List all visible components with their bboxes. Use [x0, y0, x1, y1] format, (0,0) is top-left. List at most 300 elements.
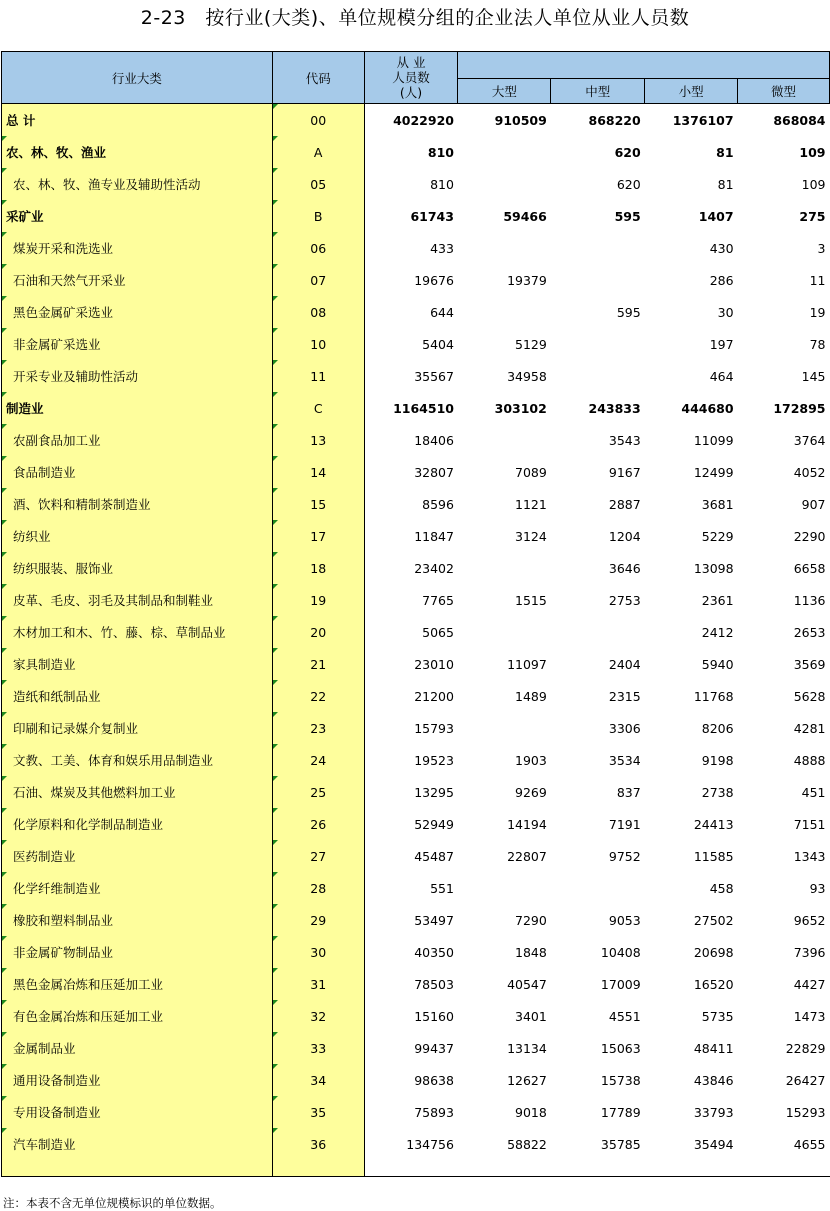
- industry-code-text: 17: [310, 528, 327, 544]
- table-row: [2, 1032, 830, 1064]
- comment-marker-icon: [273, 776, 278, 781]
- table-row: [2, 264, 830, 296]
- industry-code-text: 34: [310, 1072, 327, 1088]
- industry-code-text: 32: [310, 1008, 327, 1024]
- value-small: 11585: [693, 848, 734, 864]
- industry-code-text: 20: [310, 624, 327, 640]
- industry-name: [2, 392, 273, 424]
- industry-name-text: 橡胶和塑料制品业: [13, 913, 114, 928]
- table-row: [2, 104, 830, 137]
- value-small: 11768: [693, 688, 734, 704]
- table-row: [2, 1128, 830, 1160]
- industry-name: [2, 584, 273, 616]
- industry-name: [2, 424, 273, 456]
- value-micro: 1343: [793, 848, 826, 864]
- value-large: 1848: [515, 944, 547, 960]
- industry-code-text: A: [313, 144, 323, 160]
- industry-name: [2, 104, 273, 137]
- value-total: 810: [364, 136, 458, 168]
- industry-name: [2, 136, 273, 168]
- value-large: 13134: [507, 1040, 547, 1056]
- industry-name: [2, 264, 273, 296]
- header-small: 小型: [645, 79, 738, 104]
- industry-code: [272, 552, 364, 584]
- comment-marker-icon: [273, 840, 278, 845]
- industry-name-text: 农、林、牧、渔专业及辅助性活动: [13, 177, 201, 192]
- industry-name: [2, 456, 273, 488]
- value-micro: 4052: [793, 464, 826, 480]
- value-total: 551: [364, 872, 458, 904]
- value-total: 40350: [364, 936, 458, 968]
- filler-cell: [272, 1160, 364, 1177]
- industry-code: [272, 328, 364, 360]
- value-large: 22807: [507, 848, 547, 864]
- industry-name-text: 总 计: [6, 113, 36, 128]
- table-row: [2, 136, 830, 168]
- table-row: [2, 424, 830, 456]
- industry-code: [272, 168, 364, 200]
- industry-name-text: 采矿业: [6, 209, 44, 224]
- industry-name: [2, 328, 273, 360]
- comment-marker-icon: [2, 744, 7, 749]
- value-micro: 78: [809, 336, 826, 352]
- industry-code-text: 14: [310, 464, 327, 480]
- value-micro: 19: [809, 304, 826, 320]
- value-small: 43846: [693, 1072, 734, 1088]
- value-micro: 4655: [793, 1136, 826, 1152]
- value-large: [458, 424, 551, 456]
- comment-marker-icon: [2, 232, 7, 237]
- table-title: 2-23 按行业(大类)、单位规模分组的企业法人单位从业人员数: [140, 7, 690, 29]
- industry-name-text: 通用设备制造业: [13, 1073, 101, 1088]
- value-large: [458, 712, 551, 744]
- industry-code-text: 11: [310, 368, 327, 384]
- value-small: 24413: [693, 816, 734, 832]
- industry-code-text: 21: [310, 656, 327, 672]
- comment-marker-icon: [2, 1128, 7, 1133]
- industry-code-text: 36: [310, 1136, 327, 1152]
- value-medium: 9167: [608, 464, 641, 480]
- table-row: [2, 1064, 830, 1096]
- comment-marker-icon: [273, 488, 278, 493]
- industry-name: [2, 1096, 273, 1128]
- value-micro: 109: [801, 176, 826, 192]
- comment-marker-icon: [2, 168, 7, 173]
- industry-name: [2, 296, 273, 328]
- industry-code: [272, 616, 364, 648]
- value-small: 2361: [701, 592, 734, 608]
- data-table: [1, 51, 830, 1177]
- value-large: 9018: [515, 1104, 547, 1120]
- value-micro: 22829: [785, 1040, 826, 1056]
- comment-marker-icon: [273, 1128, 278, 1133]
- comment-marker-icon: [2, 872, 7, 877]
- table-row: [2, 648, 830, 680]
- industry-code: [272, 680, 364, 712]
- value-medium: 3646: [608, 560, 641, 576]
- industry-name-text: 木材加工和木、竹、藤、棕、草制品业: [13, 625, 226, 640]
- value-micro: 2290: [793, 528, 826, 544]
- header-medium: 中型: [551, 79, 645, 104]
- comment-marker-icon: [2, 1064, 7, 1069]
- value-total: 19523: [364, 744, 458, 776]
- industry-name: [2, 904, 273, 936]
- value-small: 2738: [701, 784, 734, 800]
- value-micro: 4888: [793, 752, 826, 768]
- value-medium: 9752: [608, 848, 641, 864]
- table-row: [2, 936, 830, 968]
- industry-code: [272, 200, 364, 232]
- industry-name: [2, 488, 273, 520]
- industry-code: [272, 1064, 364, 1096]
- industry-name-text: 煤炭开采和洗选业: [13, 241, 114, 256]
- industry-name-text: 文教、工美、体育和娱乐用品制造业: [13, 753, 214, 768]
- value-large: 58822: [507, 1136, 547, 1152]
- value-large: 1121: [515, 496, 547, 512]
- industry-code: [272, 808, 364, 840]
- comment-marker-icon: [273, 392, 278, 397]
- industry-code: [272, 1000, 364, 1032]
- comment-marker-icon: [273, 968, 278, 973]
- header-total-line2: 人员数: [392, 70, 430, 85]
- comment-marker-icon: [2, 1032, 7, 1037]
- value-total: 32807: [364, 456, 458, 488]
- industry-name: [2, 712, 273, 744]
- value-medium: [551, 264, 645, 296]
- value-large: 14194: [507, 816, 547, 832]
- value-micro: 868084: [773, 112, 826, 128]
- value-small: 5735: [701, 1008, 734, 1024]
- industry-code-text: C: [313, 400, 323, 416]
- industry-code-text: B: [313, 208, 323, 224]
- value-micro: 145: [801, 368, 826, 384]
- comment-marker-icon: [2, 968, 7, 973]
- table-row: [2, 392, 830, 424]
- comment-marker-icon: [273, 552, 278, 557]
- table-row: [2, 712, 830, 744]
- value-large: 910509: [494, 112, 547, 128]
- table-row: [2, 680, 830, 712]
- industry-code-text: 00: [310, 112, 327, 128]
- value-medium: 2404: [608, 656, 641, 672]
- industry-name-text: 石油和天然气开采业: [13, 273, 126, 288]
- comment-marker-icon: [273, 168, 278, 173]
- industry-code: [272, 872, 364, 904]
- value-medium: [551, 360, 645, 392]
- value-medium: 2315: [608, 688, 641, 704]
- value-small: 5940: [701, 656, 734, 672]
- value-small: 20698: [693, 944, 734, 960]
- value-medium: 1204: [608, 528, 641, 544]
- value-small: 81: [716, 144, 734, 160]
- value-total: 23402: [364, 552, 458, 584]
- comment-marker-icon: [273, 520, 278, 525]
- industry-name: [2, 200, 273, 232]
- comment-marker-icon: [2, 360, 7, 365]
- comment-marker-icon: [2, 776, 7, 781]
- industry-code-text: 28: [310, 880, 327, 896]
- value-large: [458, 552, 551, 584]
- table-row: [2, 808, 830, 840]
- industry-code: [272, 424, 364, 456]
- comment-marker-icon: [273, 936, 278, 941]
- comment-marker-icon: [2, 840, 7, 845]
- table-row: [2, 456, 830, 488]
- industry-name: [2, 648, 273, 680]
- value-large: 9269: [515, 784, 547, 800]
- comment-marker-icon: [2, 392, 7, 397]
- comment-marker-icon: [273, 648, 278, 653]
- value-total: 53497: [364, 904, 458, 936]
- comment-marker-icon: [2, 1000, 7, 1005]
- industry-name: [2, 840, 273, 872]
- industry-code-text: 18: [310, 560, 327, 576]
- industry-name-text: 印刷和记录媒介复制业: [13, 721, 139, 736]
- industry-code: [272, 904, 364, 936]
- header-row-top: [2, 52, 830, 79]
- comment-marker-icon: [273, 712, 278, 717]
- industry-code-text: 29: [310, 912, 327, 928]
- value-micro: 7151: [793, 816, 826, 832]
- value-medium: [551, 616, 645, 648]
- value-large: [458, 296, 551, 328]
- value-medium: [551, 872, 645, 904]
- value-total: 644: [364, 296, 458, 328]
- header-micro: 微型: [738, 79, 830, 104]
- value-total: 75893: [364, 1096, 458, 1128]
- value-medium: 17789: [600, 1104, 641, 1120]
- industry-name: [2, 360, 273, 392]
- industry-name-text: 造纸和纸制品业: [13, 689, 101, 704]
- comment-marker-icon: [273, 616, 278, 621]
- industry-name-text: 家具制造业: [13, 657, 76, 672]
- industry-name-text: 农副食品加工业: [13, 433, 101, 448]
- value-small: 2412: [701, 624, 734, 640]
- industry-code-text: 06: [310, 240, 327, 256]
- table-row: [2, 488, 830, 520]
- comment-marker-icon: [2, 200, 7, 205]
- industry-name-text: 农、林、牧、渔业: [6, 145, 107, 160]
- value-total: 78503: [364, 968, 458, 1000]
- value-micro: 4427: [793, 976, 826, 992]
- value-large: 7290: [515, 912, 547, 928]
- industry-code: [272, 360, 364, 392]
- value-total: 19676: [364, 264, 458, 296]
- industry-name-text: 有色金属冶炼和压延加工业: [13, 1009, 164, 1024]
- value-micro: 3764: [793, 432, 826, 448]
- table-row: [2, 200, 830, 232]
- value-small: 8206: [701, 720, 734, 736]
- value-total: 134756: [364, 1128, 458, 1160]
- industry-code-text: 15: [310, 496, 327, 512]
- value-total: 15793: [364, 712, 458, 744]
- value-total: 18406: [364, 424, 458, 456]
- industry-code-text: 24: [310, 752, 327, 768]
- industry-name: [2, 168, 273, 200]
- filler-cell: [364, 1160, 458, 1177]
- industry-name-text: 黑色金属冶炼和压延加工业: [13, 977, 164, 992]
- value-large: 5129: [515, 336, 547, 352]
- comment-marker-icon: [273, 744, 278, 749]
- value-medium: 7191: [608, 816, 641, 832]
- value-small: 33793: [693, 1104, 734, 1120]
- value-total: 810: [364, 168, 458, 200]
- industry-code: [272, 1128, 364, 1160]
- value-medium: 9053: [608, 912, 641, 928]
- value-total: 5404: [364, 328, 458, 360]
- industry-name: [2, 1064, 273, 1096]
- filler-cell: [458, 1160, 551, 1177]
- industry-name: [2, 552, 273, 584]
- industry-name-text: 汽车制造业: [13, 1137, 76, 1152]
- industry-name: [2, 1128, 273, 1160]
- value-large: 12627: [507, 1072, 547, 1088]
- value-micro: 1136: [793, 592, 826, 608]
- industry-name-text: 皮革、毛皮、羽毛及其制品和制鞋业: [13, 593, 214, 608]
- industry-name: [2, 872, 273, 904]
- industry-name: [2, 936, 273, 968]
- value-total: 35567: [364, 360, 458, 392]
- comment-marker-icon: [273, 136, 278, 141]
- industry-name-text: 酒、饮料和精制茶制造业: [13, 497, 151, 512]
- industry-name: [2, 776, 273, 808]
- comment-marker-icon: [273, 456, 278, 461]
- value-small: 13098: [693, 560, 734, 576]
- comment-marker-icon: [273, 360, 278, 365]
- value-total: 21200: [364, 680, 458, 712]
- industry-name-text: 石油、煤炭及其他燃料加工业: [13, 785, 176, 800]
- industry-name-text: 黑色金属矿采选业: [13, 305, 114, 320]
- value-large: 34958: [507, 368, 547, 384]
- comment-marker-icon: [273, 584, 278, 589]
- comment-marker-icon: [273, 264, 278, 269]
- value-micro: 109: [799, 144, 826, 160]
- value-micro: 11: [809, 272, 826, 288]
- value-medium: 3534: [608, 752, 641, 768]
- comment-marker-icon: [273, 296, 278, 301]
- value-medium: 35785: [600, 1136, 641, 1152]
- value-large: 59466: [503, 208, 547, 224]
- industry-code: [272, 136, 364, 168]
- comment-marker-icon: [2, 808, 7, 813]
- industry-code-text: 10: [310, 336, 327, 352]
- industry-code: [272, 264, 364, 296]
- value-micro: 172895: [773, 400, 826, 416]
- table-row: [2, 328, 830, 360]
- industry-code: [272, 648, 364, 680]
- value-micro: 907: [801, 496, 826, 512]
- table-row: [2, 744, 830, 776]
- value-total: 13295: [364, 776, 458, 808]
- table-row: [2, 584, 830, 616]
- comment-marker-icon: [273, 1032, 278, 1037]
- industry-name-text: 金属制品业: [13, 1041, 76, 1056]
- industry-code-text: 07: [310, 272, 327, 288]
- value-medium: 837: [616, 784, 641, 800]
- industry-name: [2, 520, 273, 552]
- value-micro: 275: [799, 208, 826, 224]
- comment-marker-icon: [2, 712, 7, 717]
- value-medium: [551, 232, 645, 264]
- header-large: 大型: [458, 79, 551, 104]
- table-row: [2, 616, 830, 648]
- filler-cell: [645, 1160, 738, 1177]
- value-total: 98638: [364, 1064, 458, 1096]
- industry-name-text: 专用设备制造业: [13, 1105, 101, 1120]
- industry-code-text: 30: [310, 944, 327, 960]
- industry-code-text: 31: [310, 976, 327, 992]
- comment-marker-icon: [273, 328, 278, 333]
- table-row: [2, 776, 830, 808]
- value-large: 1515: [515, 592, 547, 608]
- value-total: 8596: [364, 488, 458, 520]
- filler-cell: [2, 1160, 273, 1177]
- industry-code-text: 08: [310, 304, 327, 320]
- header-industry: 行业大类: [2, 52, 273, 104]
- industry-name: [2, 1032, 273, 1064]
- industry-code: [272, 296, 364, 328]
- table-row: [2, 552, 830, 584]
- value-medium: 2887: [608, 496, 641, 512]
- industry-name: [2, 680, 273, 712]
- value-small: 48411: [693, 1040, 734, 1056]
- comment-marker-icon: [2, 680, 7, 685]
- industry-name-text: 非金属矿物制品业: [13, 945, 114, 960]
- industry-code-text: 23: [310, 720, 327, 736]
- value-large: [458, 168, 551, 200]
- comment-marker-icon: [273, 200, 278, 205]
- industry-code: [272, 968, 364, 1000]
- value-micro: 2653: [793, 624, 826, 640]
- filler-cell: [551, 1160, 645, 1177]
- value-large: 303102: [494, 400, 547, 416]
- value-medium: 620: [614, 144, 641, 160]
- comment-marker-icon: [2, 1096, 7, 1101]
- industry-name: [2, 616, 273, 648]
- value-micro: 4281: [793, 720, 826, 736]
- value-total: 61743: [364, 200, 458, 232]
- value-medium: 4551: [608, 1008, 641, 1024]
- value-medium: 868220: [588, 112, 641, 128]
- industry-code: [272, 488, 364, 520]
- comment-marker-icon: [273, 104, 278, 109]
- industry-name-text: 纺织业: [13, 529, 51, 544]
- industry-code-text: 27: [310, 848, 327, 864]
- comment-marker-icon: [2, 488, 7, 493]
- value-medium: 15738: [600, 1072, 641, 1088]
- value-small: 458: [709, 880, 734, 896]
- value-micro: 3569: [793, 656, 826, 672]
- filler-cell: [738, 1160, 830, 1177]
- value-large: 7089: [515, 464, 547, 480]
- value-total: 433: [364, 232, 458, 264]
- industry-code: [272, 1032, 364, 1064]
- industry-name-text: 食品制造业: [13, 465, 76, 480]
- comment-marker-icon: [2, 456, 7, 461]
- table-row: [2, 1000, 830, 1032]
- table-row: [2, 872, 830, 904]
- value-total: 7765: [364, 584, 458, 616]
- table-row: [2, 168, 830, 200]
- value-medium: 15063: [600, 1040, 641, 1056]
- comment-marker-icon: [2, 296, 7, 301]
- industry-code: [272, 232, 364, 264]
- value-total: 23010: [364, 648, 458, 680]
- value-large: [458, 232, 551, 264]
- header-total: [364, 52, 458, 104]
- comment-marker-icon: [273, 1096, 278, 1101]
- value-small: 444680: [681, 400, 734, 416]
